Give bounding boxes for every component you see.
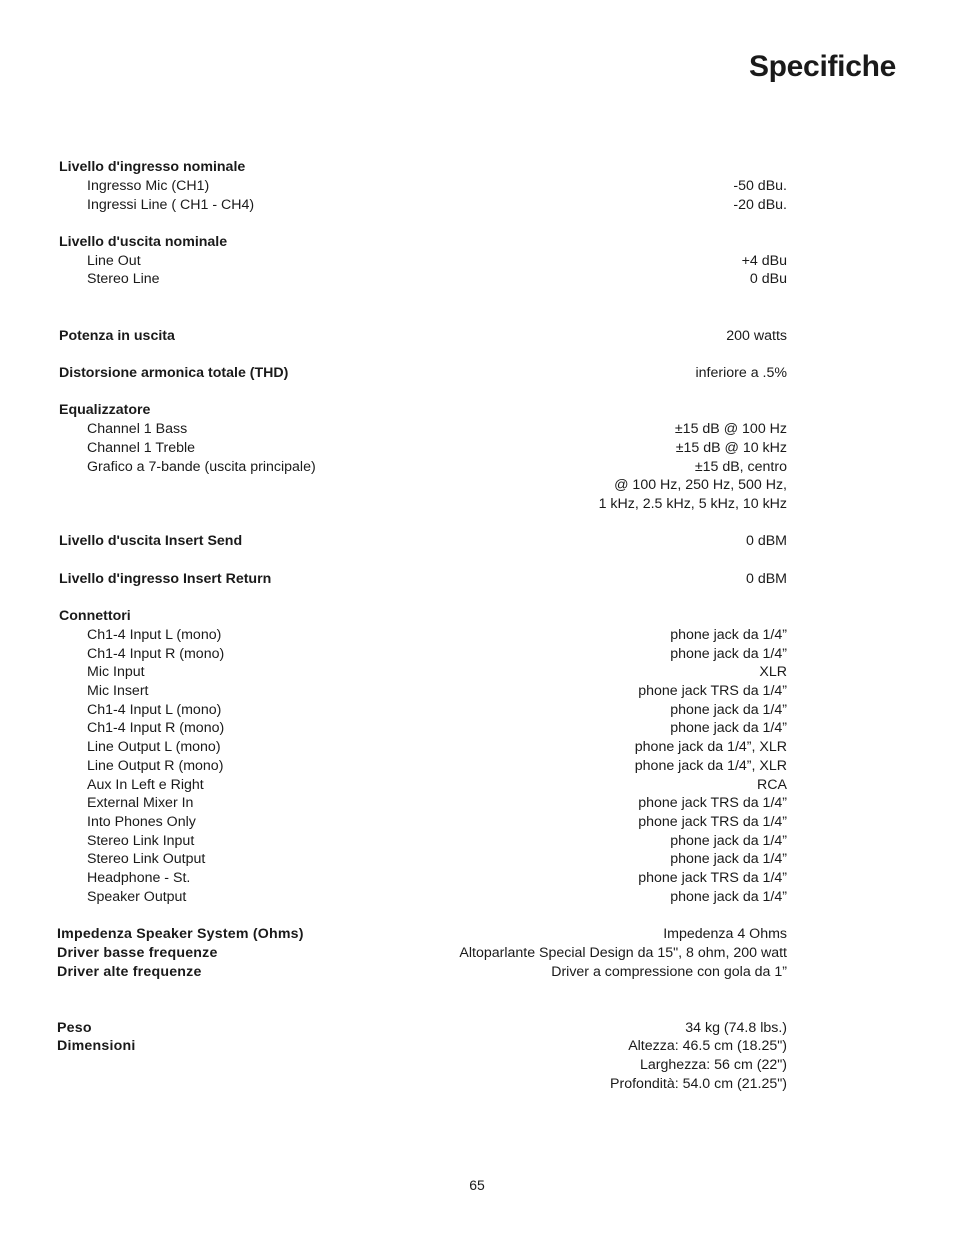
- spec-row-mic-input: [59, 176, 787, 195]
- spec-label: Mic Input: [87, 663, 145, 680]
- spec-value: 200 watts: [726, 327, 787, 344]
- spec-row-connector: [59, 700, 787, 719]
- spec-value: +4 dBu: [741, 252, 787, 269]
- spec-row-connector: [59, 831, 787, 850]
- spec-value: phone jack da 1/4”: [670, 701, 787, 718]
- spec-value: 0 dBM: [745, 532, 787, 549]
- spec-value: RCA: [757, 776, 787, 793]
- spec-value: -50 dBu.: [733, 177, 787, 194]
- spec-label: Line Output R (mono): [87, 757, 224, 774]
- spec-row-connector: [59, 756, 787, 775]
- spec-row-connector: [59, 681, 787, 700]
- spec-value: -20 dBu.: [733, 196, 787, 213]
- spec-label: Headphone - St.: [87, 869, 191, 886]
- spec-row-connector: [59, 887, 787, 906]
- spec-value: phone jack da 1/4”: [670, 626, 787, 643]
- spec-row-line-out: [59, 251, 787, 270]
- page-number: 65: [469, 1177, 485, 1193]
- spec-label: Livello d'ingresso nominale: [59, 158, 246, 175]
- spec-row-thd: [59, 363, 787, 382]
- spec-row-connectors: [59, 606, 787, 625]
- spec-row-low-freq-driver: [57, 943, 787, 962]
- spec-value: phone jack da 1/4”, XLR: [634, 738, 787, 755]
- spec-value: phone jack da 1/4”, XLR: [634, 757, 787, 774]
- spec-row-weight: [57, 1018, 787, 1037]
- spec-label: Speaker Output: [87, 888, 187, 905]
- spec-label: Ingresso Mic (CH1): [87, 177, 210, 194]
- spec-row-connector: [59, 644, 787, 663]
- spec-value: phone jack da 1/4”: [670, 850, 787, 867]
- spec-row-equalizer: [59, 400, 787, 419]
- spec-row-speaker-impedance: [57, 924, 787, 943]
- spec-value: 0 dBM: [745, 570, 787, 587]
- spec-value: Driver a compressione con gola da 1”: [551, 963, 787, 980]
- spec-label: Grafico a 7-bande (uscita principale): [87, 458, 316, 475]
- spec-label: Equalizzatore: [59, 401, 151, 418]
- spec-row-graphic-eq-cont-2: [59, 494, 787, 513]
- spec-label: External Mixer In: [87, 794, 194, 811]
- spec-value: phone jack da 1/4”: [670, 719, 787, 736]
- spec-row-line-inputs: [59, 195, 787, 214]
- spec-label: Livello d'uscita Insert Send: [59, 532, 243, 549]
- spec-value: Altezza: 46.5 cm (18.25"): [628, 1037, 787, 1054]
- spec-label: Driver basse frequenze: [57, 944, 218, 961]
- spec-label: Ch1-4 Input R (mono): [87, 719, 225, 736]
- spec-value: phone jack TRS da 1/4”: [638, 869, 787, 886]
- spec-label: Into Phones Only: [87, 813, 196, 830]
- spec-row-connector: [59, 718, 787, 737]
- spec-label: Mic Insert: [87, 682, 149, 699]
- spec-label: Stereo Line: [87, 270, 160, 287]
- spec-label: Livello d'uscita nominale: [59, 233, 228, 250]
- spec-row-nominal-input: [59, 157, 787, 176]
- spec-label: Dimensioni: [57, 1037, 136, 1054]
- spec-label: Potenza in uscita: [59, 327, 175, 344]
- spec-value: ±15 dB, centro: [694, 458, 787, 475]
- spec-label: Line Output L (mono): [87, 738, 221, 755]
- spec-row-connector: [59, 812, 787, 831]
- spec-row-stereo-line: [59, 269, 787, 288]
- spec-value: 1 kHz, 2.5 kHz, 5 kHz, 10 kHz: [598, 495, 787, 512]
- spec-value: phone jack da 1/4”: [670, 645, 787, 662]
- spec-row-connector: [59, 625, 787, 644]
- spec-value: phone jack TRS da 1/4”: [638, 794, 787, 811]
- spec-row-graphic-eq-cont-1: [59, 475, 787, 494]
- spec-value: Profondità: 54.0 cm (21.25"): [610, 1075, 787, 1092]
- spec-label: Ingressi Line ( CH1 - CH4): [87, 196, 255, 213]
- spec-label: Channel 1 Treble: [87, 439, 196, 456]
- spec-row-ch1-bass: [59, 419, 787, 438]
- spec-row-connector: [59, 793, 787, 812]
- spec-label: Ch1-4 Input L (mono): [87, 701, 222, 718]
- spec-label: Stereo Link Input: [87, 832, 195, 849]
- spec-label: Line Out: [87, 252, 141, 269]
- spec-row-connector: [59, 737, 787, 756]
- spec-label: Ch1-4 Input L (mono): [87, 626, 222, 643]
- spec-label: Livello d'ingresso Insert Return: [59, 570, 272, 587]
- spec-row-connector: [59, 849, 787, 868]
- spec-label: Aux In Left e Right: [87, 776, 204, 793]
- spec-row-dimensions-width: [57, 1055, 787, 1074]
- spec-label: Distorsione armonica totale (THD): [59, 364, 289, 381]
- spec-row-dimensions-depth: [57, 1074, 787, 1093]
- spec-value: Impedenza 4 Ohms: [663, 925, 787, 942]
- spec-value: 0 dBu: [749, 270, 787, 287]
- spec-row-insert-send: [59, 531, 787, 550]
- spec-value: ±15 dB @ 100 Hz: [674, 420, 787, 437]
- spec-value: phone jack da 1/4”: [670, 888, 787, 905]
- spec-row-nominal-output: [59, 232, 787, 251]
- spec-value: Altoparlante Special Design da 15", 8 ohm, 200 watt: [459, 944, 787, 961]
- spec-label: Connettori: [59, 607, 131, 624]
- spec-row-graphic-eq: [59, 457, 787, 476]
- spec-label: Channel 1 Bass: [87, 420, 188, 437]
- spec-value: XLR: [759, 663, 787, 680]
- spec-value: phone jack TRS da 1/4”: [638, 682, 787, 699]
- spec-label: Peso: [57, 1019, 92, 1036]
- spec-value: inferiore a .5%: [695, 364, 787, 381]
- spec-label: Stereo Link Output: [87, 850, 206, 867]
- spec-value: Larghezza: 56 cm (22"): [640, 1056, 787, 1073]
- spec-value: 34 kg (74.8 lbs.): [685, 1019, 787, 1036]
- spec-row-connector: [59, 662, 787, 681]
- spec-label: Ch1-4 Input R (mono): [87, 645, 225, 662]
- page-title: Specifiche: [748, 50, 896, 83]
- spec-value: phone jack TRS da 1/4”: [638, 813, 787, 830]
- spec-row-insert-return: [59, 569, 787, 588]
- spec-row-ch1-treble: [59, 438, 787, 457]
- spec-row-dimensions: [57, 1036, 787, 1055]
- spec-label: Driver alte frequenze: [57, 963, 202, 980]
- spec-value: ±15 dB @ 10 kHz: [675, 439, 787, 456]
- spec-row-high-freq-driver: [57, 962, 787, 981]
- spec-row-connector: [59, 775, 787, 794]
- spec-row-connector: [59, 868, 787, 887]
- spec-value: phone jack da 1/4”: [670, 832, 787, 849]
- spec-label: Impedenza Speaker System (Ohms): [57, 925, 304, 942]
- spec-row-output-power: [59, 326, 787, 345]
- spec-value: @ 100 Hz, 250 Hz, 500 Hz,: [614, 476, 787, 493]
